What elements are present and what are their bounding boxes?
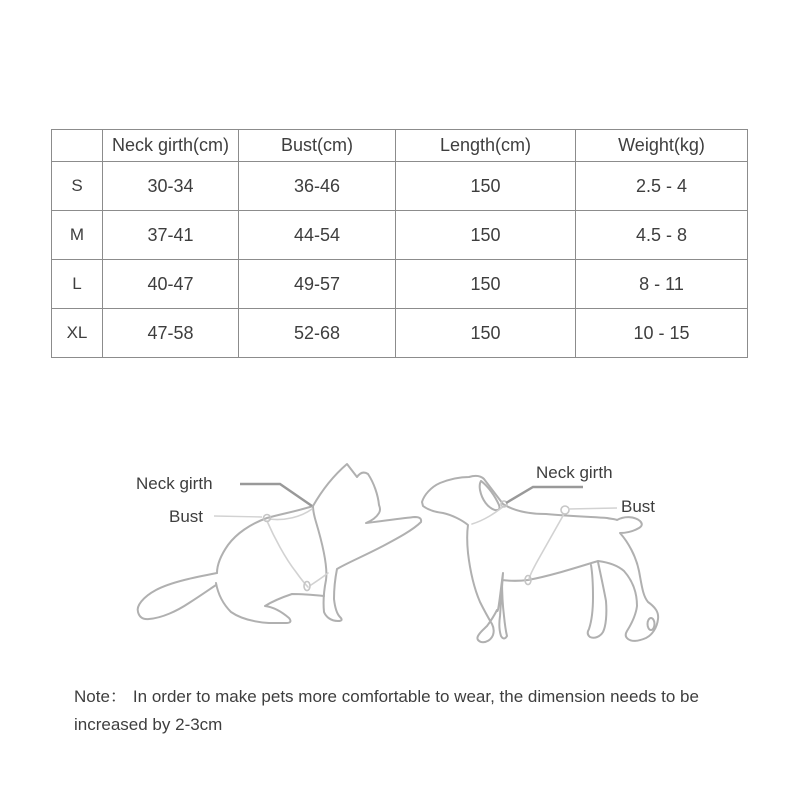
size-label: L bbox=[52, 260, 103, 309]
cat-figure bbox=[138, 464, 421, 623]
neck-value: 40-47 bbox=[103, 260, 239, 309]
note-body: In order to make pets more comfortable to wear, the dimension needs to be increased by 2-3cm bbox=[74, 687, 699, 734]
table-row bbox=[52, 211, 748, 260]
weight-value: 2.5 - 4 bbox=[576, 162, 748, 211]
dog-outline bbox=[422, 476, 658, 642]
dog-neck-girth-label: Neck girth bbox=[536, 463, 613, 482]
header-length: Length(cm) bbox=[396, 130, 576, 162]
cat-tail-outline bbox=[138, 573, 217, 619]
bust-value: 52-68 bbox=[239, 309, 396, 358]
dog-neck-leader-line bbox=[506, 487, 583, 503]
weight-value: 8 - 11 bbox=[576, 260, 748, 309]
header-size bbox=[52, 130, 103, 162]
length-value: 150 bbox=[396, 260, 576, 309]
neck-value: 47-58 bbox=[103, 309, 239, 358]
cat-harness-straps bbox=[264, 509, 329, 591]
bust-value: 49-57 bbox=[239, 260, 396, 309]
length-value: 150 bbox=[396, 211, 576, 260]
dog-withers-ring bbox=[561, 506, 569, 514]
size-label: M bbox=[52, 211, 103, 260]
size-label: S bbox=[52, 162, 103, 211]
dog-girth-strap bbox=[529, 514, 564, 579]
dog-figure bbox=[422, 476, 658, 642]
neck-value: 37-41 bbox=[103, 211, 239, 260]
header-neck-girth: Neck girth(cm) bbox=[103, 130, 239, 162]
pet-measurement-diagram bbox=[100, 440, 720, 675]
dog-far-hind-leg-outline bbox=[588, 562, 607, 638]
cat-outline bbox=[313, 464, 421, 621]
dog-bust-leader-line bbox=[568, 508, 617, 509]
neck-value: 30-34 bbox=[103, 162, 239, 211]
cat-neck-strap bbox=[269, 509, 312, 520]
table-row bbox=[52, 260, 748, 309]
table-row bbox=[52, 309, 748, 358]
dog-bust-label: Bust bbox=[621, 497, 656, 516]
dog-harness-straps bbox=[472, 501, 569, 585]
weight-value: 10 - 15 bbox=[576, 309, 748, 358]
bust-value: 36-46 bbox=[239, 162, 396, 211]
note-label: Note： bbox=[74, 687, 127, 706]
cat-bust-label: Bust bbox=[169, 507, 204, 526]
weight-value: 4.5 - 8 bbox=[576, 211, 748, 260]
table-header-row bbox=[52, 130, 748, 162]
header-bust: Bust(cm) bbox=[239, 130, 396, 162]
note-text bbox=[74, 683, 766, 739]
size-label: XL bbox=[52, 309, 103, 358]
dog-rear-paw-oval bbox=[648, 618, 655, 630]
table-row bbox=[52, 162, 748, 211]
cat-hindquarters-outline bbox=[216, 583, 324, 623]
bust-value: 44-54 bbox=[239, 211, 396, 260]
cat-girth-strap bbox=[267, 521, 308, 587]
cat-neck-girth-label: Neck girth bbox=[136, 474, 213, 493]
length-value: 150 bbox=[396, 309, 576, 358]
length-value: 150 bbox=[396, 162, 576, 211]
dog-neck-strap bbox=[472, 506, 504, 524]
header-weight: Weight(kg) bbox=[576, 130, 748, 162]
cat-neck-leader-line bbox=[240, 484, 312, 506]
cat-bust-leader-line bbox=[214, 516, 262, 517]
size-table bbox=[51, 129, 748, 358]
